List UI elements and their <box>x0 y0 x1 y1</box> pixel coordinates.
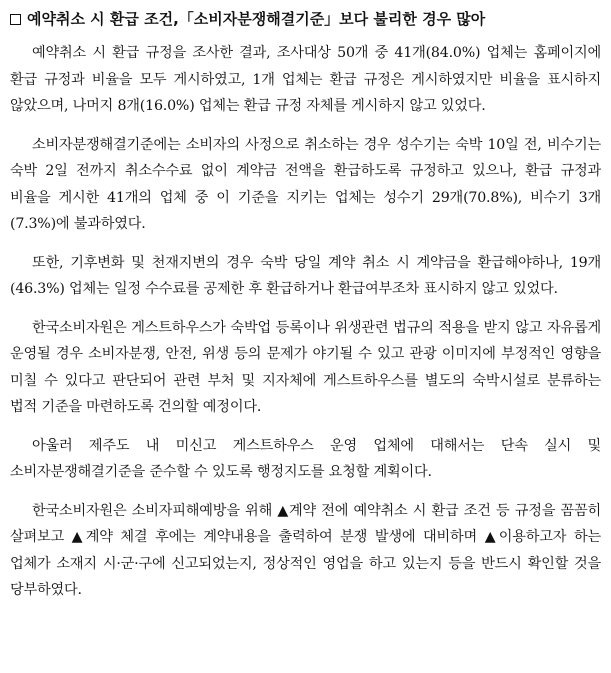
paragraph-dispute-standard: 소비자분쟁해결기준에는 소비자의 사정으로 취소하는 경우 성수기는 숙박 10일 전, 비수기는 숙박 2일 전까지 취소수수료 없이 계약금 전액을 환급하도록 규정하고 있으나, 환급 규정과 비율을 게시한 41개의 업체 중 이 기준을 지키는 업체는 성수기 29개(70.8%), 비수기 3개(7.3%)에 불과하였다. <box>10 136 601 232</box>
paragraph-jeju-enforcement: 아울러 제주도 내 미신고 게스트하우스 운영 업체에 대해서는 단속 실시 및 소비자분쟁해결기준을 준수할 수 있도록 행정지도를 요청할 계획이다. <box>10 437 601 480</box>
paragraph-refund-disclosure: 예약취소 시 환급 규정을 조사한 결과, 조사대상 50개 중 41개(84.0%) 업체는 홈페이지에 환급 규정과 비율을 모두 게시하였고, 1개 업체는 환급 규정은 게시하였지만 비율을 표시하지 않았으며, 나머지 8개(16.0%) 업체는 환급 규정 자체를 게시하지 않고 있었다. <box>10 45 601 114</box>
paragraph-natural-disaster: 또한, 기후변화 및 천재지변의 경우 숙박 당일 계약 취소 시 계약금을 환급해야하나, 19개(46.3%) 업체는 일정 수수료를 공제한 후 환급하거나 환급여부조차 표시하지 않고 있었다. <box>10 254 601 297</box>
checkbox-square-icon <box>10 14 21 25</box>
section-heading-text: 예약취소 시 환급 조건,「소비자분쟁해결기준」보다 불리한 경우 많아 <box>27 10 486 28</box>
section-heading <box>10 8 601 30</box>
paragraph-legal-standard-proposal: 한국소비자원은 게스트하우스가 숙박업 등록이나 위생관련 법규의 적용을 받지 않고 자유롭게 운영될 경우 소비자분쟁, 안전, 위생 등의 문제가 야기될 수 있고 관광 이미지에 부정적인 영향을 미칠 수 있다고 판단되어 관련 부처 및 지자체에 게스트하우스를 별도의 숙박시설로 분류하는 법적 기준을 마련하도록 건의할 예정이다. <box>10 319 601 415</box>
paragraph-consumer-advice: 한국소비자원은 소비자피해예방을 위해 ▲계약 전에 예약취소 시 환급 조건 등 규정을 꼼꼼히 살펴보고 ▲계약 체결 후에는 계약내용을 출력하여 분쟁 발생에 대비하며 ▲이용하고자 하는 업체가 소재지 시·군·구에 신고되었는지, 정상적인 영업을 하고 있는지 등을 반드시 확인할 것을 당부하였다. <box>10 502 601 598</box>
